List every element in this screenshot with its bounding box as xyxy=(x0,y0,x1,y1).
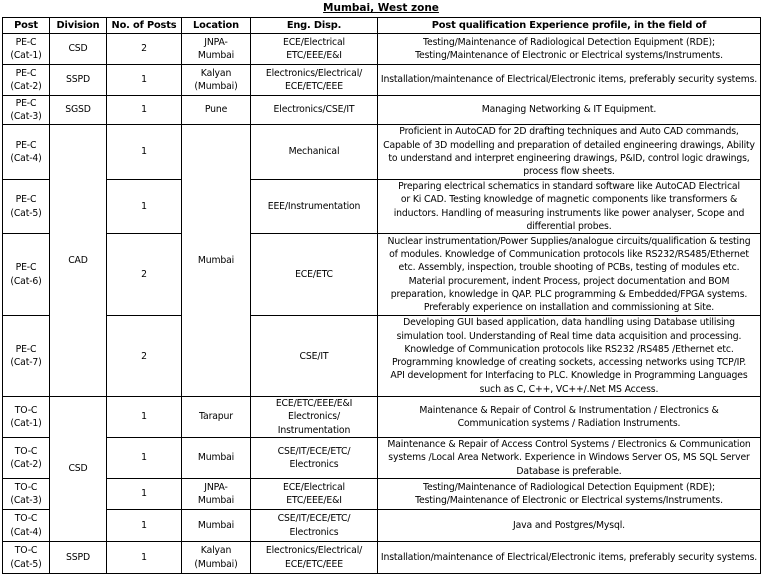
profile-line: API development for Interfacing to PLC. Knowledge in Programming Languages xyxy=(390,370,748,382)
division-cell: CAD xyxy=(50,125,107,397)
discipline-cell xyxy=(251,479,378,510)
profile-line: Preparing electrical schematics in standard software like AutoCAD Electrical xyxy=(398,181,740,192)
post-label: TO-C xyxy=(14,545,38,557)
location-line: JNPA- xyxy=(204,36,228,48)
header-post: Post xyxy=(3,18,50,34)
discipline-line: ETC/EEE/E&I xyxy=(286,50,342,61)
location-cell: Mumbai xyxy=(182,510,251,542)
profile-line: Database is preferable. xyxy=(516,465,622,477)
location-line: Mumbai xyxy=(197,495,235,507)
post-label: PE-C xyxy=(15,97,37,109)
post-cell xyxy=(3,510,50,542)
table-row xyxy=(3,479,761,510)
discipline-line: Electronics/Electrical/ xyxy=(265,545,363,557)
location-line: Mumbai xyxy=(197,50,235,61)
cat-label: (Cat-2) xyxy=(10,459,42,471)
profile-line: Capable of 3D modelling and preparation of detailed engineering drawings, Ability xyxy=(383,139,755,151)
profile-cell xyxy=(378,438,761,479)
discipline-line: CSE/IT/ECE/ETC/ xyxy=(277,445,351,457)
table-row xyxy=(3,96,761,125)
discipline-line: Electronics/ xyxy=(287,411,340,423)
division-cell: CSD xyxy=(50,34,107,65)
header-division: Division xyxy=(50,18,107,34)
profile-line: or Ki CAD. Testing knowledge of magnetic components like transformers & xyxy=(400,194,738,206)
post-label: PE-C xyxy=(15,67,37,79)
cat-label: (Cat-1) xyxy=(10,418,42,430)
discipline-line: Instrumentation xyxy=(277,424,351,436)
profile-line: Nuclear instrumentation/Power Supplies/analogue circuits/qualification & testing xyxy=(387,235,751,247)
location-line: Kalyan xyxy=(200,545,232,557)
post-label: PE-C xyxy=(15,36,37,48)
profile-cell xyxy=(378,125,761,180)
header-location: Location xyxy=(182,18,251,34)
posts-cell: 1 xyxy=(107,510,182,542)
table-row xyxy=(3,316,761,397)
profile-line: Developing GUI based application, data handling using Database utilising xyxy=(403,317,735,329)
location-line: (Mumbai) xyxy=(194,558,238,570)
header-row xyxy=(3,18,761,34)
page-title xyxy=(0,2,762,15)
post-cell xyxy=(3,438,50,479)
profile-cell: Installation/maintenance of Electrical/Electronic items, preferably security systems. xyxy=(378,65,761,96)
discipline-line: ETC/EEE/E&I xyxy=(286,495,342,507)
discipline-cell xyxy=(251,542,378,574)
discipline-line: ECE/Electrical xyxy=(282,36,345,48)
location-line: (Mumbai) xyxy=(194,81,238,92)
posts-cell: 1 xyxy=(107,65,182,96)
posts-cell: 2 xyxy=(107,34,182,65)
profile-line: such as C, C++, VC++/.Net MS Access. xyxy=(479,383,659,395)
location-cell: Tarapur xyxy=(182,397,251,438)
profile-line: differential probes. xyxy=(526,220,612,232)
table-row xyxy=(3,34,761,65)
title-text: Mumbai, West zone xyxy=(323,2,439,14)
discipline-line: CSE/IT/ECE/ETC/ xyxy=(277,513,351,525)
post-cell xyxy=(3,234,50,316)
table-row xyxy=(3,438,761,479)
table-row xyxy=(3,542,761,574)
discipline-line: ECE/ETC/EEE/E&I xyxy=(275,398,353,410)
discipline-cell: Electronics/CSE/IT xyxy=(251,96,378,125)
division-cell: SGSD xyxy=(50,96,107,125)
post-label: TO-C xyxy=(14,404,38,416)
profile-line: Knowledge of Communication protocols like RS232 /RS485 /Ethernet etc. xyxy=(404,343,734,355)
header-discipline: Eng. Disp. xyxy=(251,18,378,34)
location-cell xyxy=(182,479,251,510)
table-row xyxy=(3,180,761,234)
table-row xyxy=(3,510,761,542)
posts-cell: 1 xyxy=(107,96,182,125)
profile-line: to understand and interpret engineering drawings, P&ID, control logic drawings, xyxy=(388,153,750,164)
profile-line: Testing/Maintenance of Electronic or Electrical systems/Instruments. xyxy=(415,50,723,61)
posts-cell: 1 xyxy=(107,438,182,479)
discipline-line: ECE/ETC/EEE xyxy=(285,81,343,92)
profile-line: Testing/Maintenance of Radiological Detection Equipment (RDE); xyxy=(423,481,715,493)
discipline-cell: CSE/IT xyxy=(251,316,378,397)
profile-line: Preferably experience on installation and commissioning at Site. xyxy=(423,302,715,314)
discipline-cell xyxy=(251,438,378,479)
discipline-cell: EEE/Instrumentation xyxy=(251,180,378,234)
cat-label: (Cat-3) xyxy=(10,495,42,507)
division-cell: SSPD xyxy=(50,542,107,574)
location-cell: Pune xyxy=(182,96,251,125)
profile-cell: Managing Networking & IT Equipment. xyxy=(378,96,761,125)
location-cell xyxy=(182,542,251,574)
post-cell xyxy=(3,479,50,510)
discipline-cell xyxy=(251,34,378,65)
cat-label: (Cat-4) xyxy=(10,526,42,538)
profile-line: of modules. Knowledge of Communication protocols like RS232/RS485/Ethernet xyxy=(389,249,749,261)
cat-label: (Cat-6) xyxy=(10,275,42,287)
table-row xyxy=(3,125,761,180)
discipline-cell xyxy=(251,397,378,438)
profile-line: etc. Assembly, inspection, trouble shooting of PCBs, testing of modules etc. xyxy=(398,262,740,274)
post-cell xyxy=(3,180,50,234)
posts-cell: 1 xyxy=(107,125,182,180)
post-cell xyxy=(3,96,50,125)
profile-line: Maintenance & Repair of Control & Instrumentation / Electronics & xyxy=(419,404,719,416)
division-cell: SSPD xyxy=(50,65,107,96)
profile-line: preparation, knowledge in QAP. PLC programming & Embedded/FPGA systems. xyxy=(390,288,748,300)
post-label: PE-C xyxy=(15,343,37,355)
post-label: PE-C xyxy=(15,139,37,151)
post-label: TO-C xyxy=(14,445,38,457)
cat-label: (Cat-7) xyxy=(10,357,42,369)
posts-table xyxy=(2,17,761,574)
location-cell: Mumbai xyxy=(182,438,251,479)
profile-line: Proficient in AutoCAD for 2D drafting techniques and Auto CAD commands, xyxy=(399,126,739,138)
cat-label: (Cat-3) xyxy=(10,111,42,122)
discipline-cell: Mechanical xyxy=(251,125,378,180)
profile-cell xyxy=(378,397,761,438)
profile-cell xyxy=(378,234,761,316)
table-row xyxy=(3,65,761,96)
post-label: PE-C xyxy=(15,262,37,274)
division-cell: CSD xyxy=(50,397,107,542)
cat-label: (Cat-4) xyxy=(10,153,42,164)
cat-label: (Cat-5) xyxy=(10,207,42,219)
post-cell xyxy=(3,316,50,397)
profile-line: Communication systems / Radiation Instruments. xyxy=(457,418,681,430)
profile-cell xyxy=(378,479,761,510)
location-cell xyxy=(182,65,251,96)
discipline-line: ECE/ETC/EEE xyxy=(285,558,343,570)
post-label: PE-C xyxy=(15,194,37,206)
discipline-cell: ECE/ETC xyxy=(251,234,378,316)
table-row xyxy=(3,234,761,316)
location-cell: Mumbai xyxy=(182,125,251,397)
profile-line: inductors. Handling of measuring instruments like power analyser, Scope and xyxy=(393,207,745,219)
table-row xyxy=(3,397,761,438)
discipline-line: Electronics/Electrical/ xyxy=(265,67,363,79)
cat-label: (Cat-5) xyxy=(10,558,42,570)
profile-line: Maintenance & Repair of Access Control Systems / Electronics & Communication xyxy=(387,439,751,451)
profile-cell: Installation/maintenance of Electrical/Electronic items, preferably security systems. xyxy=(378,542,761,574)
profile-cell xyxy=(378,34,761,65)
profile-line: Material procurement, indent Process, project documentation and BOM xyxy=(408,275,730,287)
cat-label: (Cat-1) xyxy=(10,50,42,61)
post-cell xyxy=(3,397,50,438)
post-label: TO-C xyxy=(14,481,38,493)
discipline-cell xyxy=(251,65,378,96)
profile-cell: Java and Postgres/Mysql. xyxy=(378,510,761,542)
profile-line: systems /Local Area Network. Experience in Windows Server OS, MS SQL Server xyxy=(388,452,750,464)
post-label: TO-C xyxy=(14,513,38,525)
profile-line: process flow sheets. xyxy=(523,166,615,178)
cat-label: (Cat-2) xyxy=(10,81,42,92)
profile-cell xyxy=(378,180,761,234)
location-line: Kalyan xyxy=(200,67,232,79)
discipline-line: ECE/Electrical xyxy=(282,481,345,493)
post-cell xyxy=(3,125,50,180)
posts-cell: 2 xyxy=(107,234,182,316)
posts-cell: 1 xyxy=(107,397,182,438)
posts-cell: 2 xyxy=(107,316,182,397)
posts-cell: 1 xyxy=(107,479,182,510)
location-line: JNPA- xyxy=(204,481,228,493)
post-cell xyxy=(3,542,50,574)
header-posts: No. of Posts xyxy=(107,18,182,34)
discipline-cell xyxy=(251,510,378,542)
profile-line: Testing/Maintenance of Electronic or Electrical systems/Instruments. xyxy=(415,495,723,507)
post-cell xyxy=(3,34,50,65)
posts-cell: 1 xyxy=(107,180,182,234)
header-profile: Post qualification Experience profile, in the field of xyxy=(378,18,761,34)
discipline-line: Electronics xyxy=(289,526,339,538)
discipline-line: Electronics xyxy=(289,459,339,471)
profile-line: Testing/Maintenance of Radiological Detection Equipment (RDE); xyxy=(423,36,715,48)
profile-line: Programming knowledge of creating sockets, accessing networks using TCP/IP. xyxy=(391,357,747,369)
profile-line: simulation tool. Understanding of Real time data acquisition and processing. xyxy=(396,330,742,342)
location-cell xyxy=(182,34,251,65)
post-cell xyxy=(3,65,50,96)
profile-cell xyxy=(378,316,761,397)
posts-cell: 1 xyxy=(107,542,182,574)
